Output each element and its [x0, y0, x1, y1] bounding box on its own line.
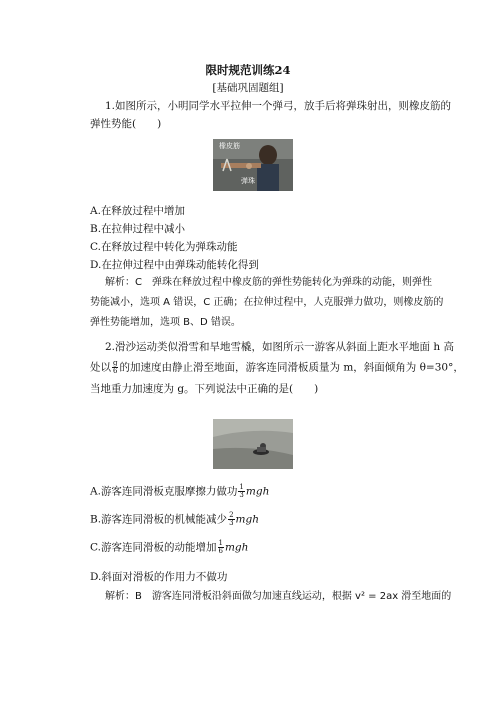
q1-option-d: D.在拉伸过程中由弹珠动能转化得到	[90, 259, 259, 271]
photo-label-rubber-band: 橡皮筋	[219, 142, 240, 150]
q1-stem-line-2: 弹性势能( )	[90, 118, 162, 130]
fraction: $\frac{2}{3}$	[229, 511, 234, 527]
fraction: $\frac{g}{6}$	[113, 359, 118, 375]
q2-option-b	[90, 512, 420, 527]
q2-option-c	[90, 540, 420, 555]
fraction: $\frac{1}{6}$	[218, 539, 223, 555]
q1-option-b: B.在拉伸过程中减小	[90, 223, 186, 235]
fraction: $\frac{1}{3}$	[239, 483, 244, 499]
option-text: C.游客连同滑板的动能增加	[90, 541, 217, 554]
option-term: mgh	[245, 485, 270, 498]
option-term: mgh	[224, 541, 249, 554]
q2-stem-line-3: 当地重力加速度为 g。下列说法中正确的是( )	[90, 383, 319, 395]
q2-stem-line-2	[90, 359, 464, 375]
slingshot-illustration	[213, 139, 293, 191]
sandboarding-illustration	[213, 419, 293, 469]
q2-stem-line-1: 2.滑沙运动类似滑雪和旱地雪橇，如图所示一游客从斜面上距水平地面 h 高	[105, 341, 454, 353]
page-title: 限时规范训练24	[205, 63, 291, 77]
q1-stem-line-1: 1.如图所示，小明同学水平拉伸一个弹弓，放手后将弹珠射出，则橡皮筋的	[105, 100, 452, 112]
option-text: A.游客连同滑板克服摩擦力做功	[90, 485, 238, 498]
section-subtitle: [基础巩固题组]	[212, 82, 284, 94]
option-text: B.游客连同滑板的机械能减少	[90, 513, 228, 526]
q1-option-a: A.在释放过程中增加	[90, 205, 185, 217]
q1-option-c: C.在释放过程中转化为弹珠动能	[90, 241, 238, 253]
q2-stem-text: 的加速度由静止滑至地面，游客连同滑板质量为 m，斜面倾角为 θ=30°，	[119, 361, 464, 374]
q1-analysis-line-1: 解析：C 弹珠在释放过程中橡皮筋的弹性势能转化为弹珠的动能，则弹性	[105, 277, 432, 288]
slingshot-photo	[213, 139, 293, 191]
q2-analysis-line-1: 解析：B 游客连同滑板沿斜面做匀加速直线运动，根据 v² = 2ax 滑至地面的	[105, 591, 452, 602]
option-term: mgh	[235, 513, 259, 526]
q1-analysis-line-2: 势能减小，选项 A 错误，C 正确；在拉伸过程中，人克服弹力做功，则橡皮筋的	[90, 297, 444, 308]
q2-option-d: D.斜面对滑板的作用力不做功	[90, 571, 228, 583]
sandboarding-photo	[213, 419, 293, 469]
q1-analysis-line-3: 弹性势能增加，选项 B、D 错误。	[90, 317, 241, 328]
q2-stem-text: 处以	[90, 361, 111, 374]
q2-option-a	[90, 484, 420, 499]
photo-label-marble: 弹珠	[241, 177, 255, 185]
